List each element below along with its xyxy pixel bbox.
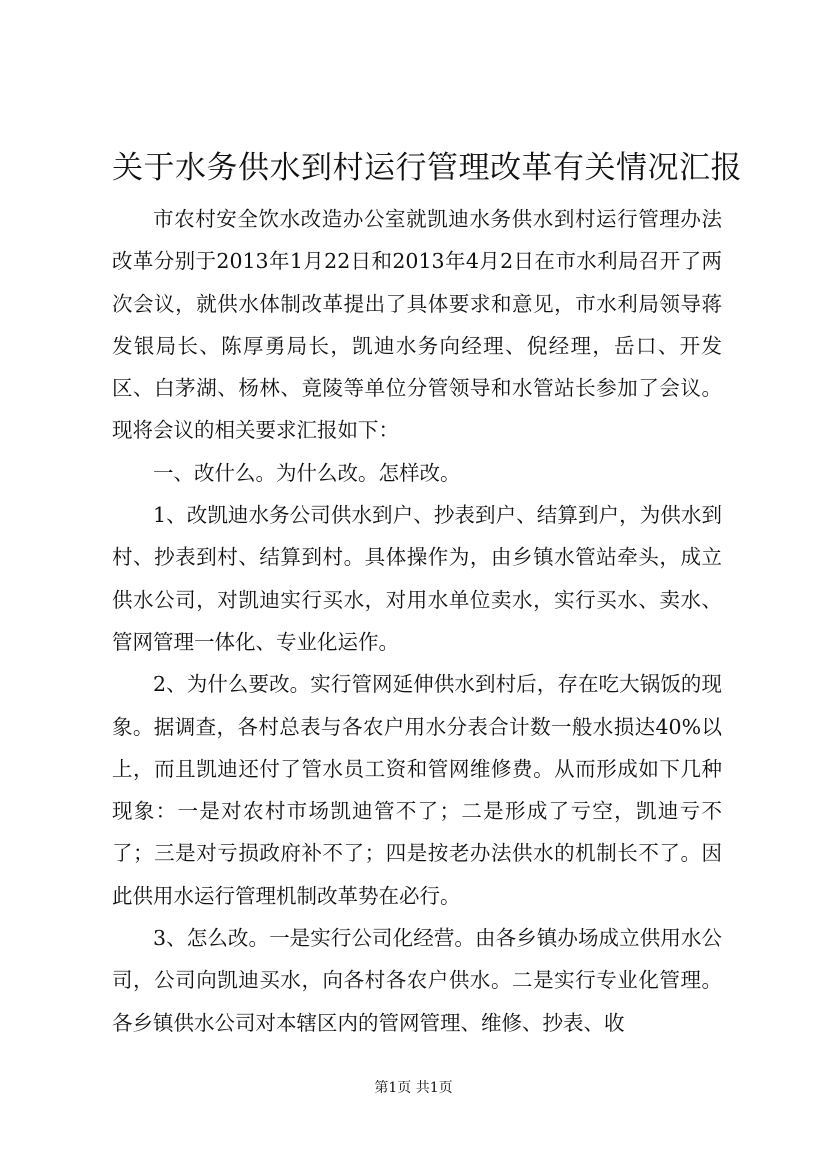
- document-title: 关于水务供水到村运行管理改革有关情况汇报: [112, 150, 742, 186]
- paragraph-item-3: 3、怎么改。一是实行公司化经营。由各乡镇办场成立供用水公司，公司向凯迪买水，向各村各农户供水。二是实行专业化管理。各乡镇供水公司对本辖区内的管网管理、维修、抄表、收: [112, 926, 722, 1035]
- page-footer: 第1页 共1页: [374, 1080, 453, 1096]
- paragraph-item-1: 1、改凯迪水务公司供水到户、抄表到户、结算到户，为供水到村、抄表到村、结算到村。具体操作为，由乡镇水管站牵头，成立供水公司，对凯迪实行买水，对用水单位卖水，实行买水、卖水、管网管理一体化、专业化运作。: [112, 503, 722, 654]
- paragraph-section-heading: 一、改什么。为什么改。怎样改。: [153, 460, 461, 485]
- paragraph-item-2: 2、为什么要改。实行管网延伸供水到村后，存在吃大锅饭的现象。据调查，各村总表与各农户用水分表合计数一般水损达40%以上，而且凯迪还付了管水员工资和管网维修费。从而形成如下几种现象：一是对农村市场凯迪管不了；二是形成了亏空，凯迪亏不了；三是对亏损政府补不了；四是按老办法供水的机制长不了。因此供用水运行管理机制改革势在必行。: [112, 672, 722, 908]
- document-body: [112, 198, 722, 1044]
- paragraph-intro: 市农村安全饮水改造办公室就凯迪水务供水到村运行管理办法改革分别于2013年1月22日和2013年4月2日在市水利局召开了两次会议，就供水体制改革提出了具体要求和意见，市水利局领导蒋发银局长、陈厚勇局长，凯迪水务向经理、倪经理，岳口、开发区、白茅湖、杨林、竟陵等单位分管领导和水管站长参加了会议。现将会议的相关要求汇报如下：: [112, 207, 722, 443]
